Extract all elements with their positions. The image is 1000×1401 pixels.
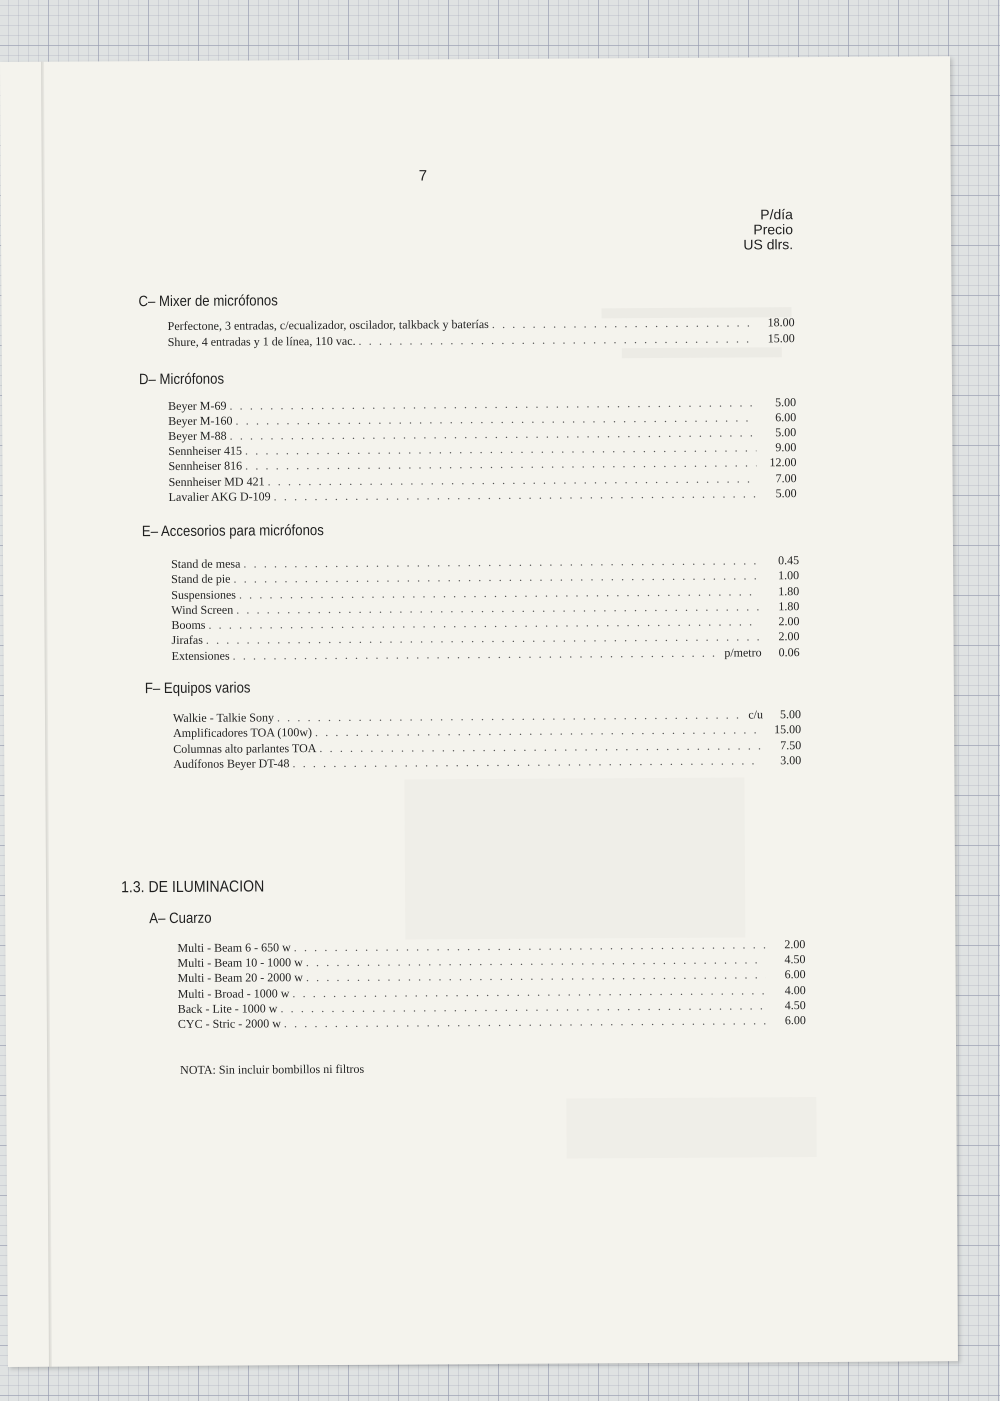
list-item — [169, 486, 797, 505]
leader-dots — [245, 455, 756, 473]
leader-dots — [315, 722, 761, 740]
item-name: Booms — [171, 617, 206, 632]
item-name: Beyer M-69 — [168, 398, 227, 413]
item-price: 7.00 — [775, 471, 797, 486]
leader-dots — [492, 315, 755, 332]
lighting-note: NOTA: Sin incluir bombillos ni filtros — [180, 1061, 365, 1077]
item-price: 0.06 — [778, 645, 800, 660]
item-name: Sennheiser 816 — [168, 458, 243, 473]
item-price: 5.00 — [775, 425, 797, 440]
section-heading-mixer: C– Mixer de micrófonos — [138, 292, 278, 311]
leader-dots — [284, 1013, 766, 1031]
item-name: Beyer M-160 — [168, 413, 233, 428]
item-price: 3.00 — [780, 753, 802, 768]
price-column-header — [743, 207, 793, 252]
section-heading-microfonos: D– Micrófonos — [138, 370, 225, 389]
item-price: 6.00 — [784, 1013, 806, 1028]
item-name: Back - Lite - 1000 w — [177, 1001, 278, 1016]
leader-dots — [233, 646, 723, 664]
item-name: Multi - Beam 20 - 2000 w — [177, 970, 303, 985]
leader-dots — [306, 967, 766, 985]
section-heading-cuarzo: A– Cuarzo — [149, 909, 212, 928]
item-price: 18.00 — [767, 315, 795, 330]
item-price: 12.00 — [769, 455, 797, 470]
leader-dots — [233, 568, 759, 586]
item-name: Jirafas — [171, 632, 203, 647]
item-unit: p/metro — [724, 645, 762, 660]
page-number: 7 — [418, 167, 428, 185]
item-name: Lavalier AKG D-109 — [168, 489, 271, 504]
item-name: CYC - Stric - 2000 w — [177, 1016, 281, 1031]
item-name: Audífonos Beyer DT-48 — [173, 756, 290, 771]
item-price: 5.00 — [775, 395, 797, 410]
leader-dots — [358, 331, 754, 348]
item-price: 2.00 — [784, 937, 806, 952]
list-equipos — [172, 707, 802, 771]
section-heading-iluminacion: 1.3. DE ILUMINACION — [120, 878, 265, 897]
item-name: Wind Screen — [171, 602, 234, 617]
item-price: 5.00 — [779, 707, 802, 722]
list-microfonos — [168, 395, 797, 504]
item-name: Multi - Beam 10 - 1000 w — [177, 955, 303, 970]
list-accesorios — [171, 553, 800, 663]
item-price: 6.00 — [784, 967, 806, 982]
item-name: Extensiones — [171, 648, 230, 663]
item-price: 15.00 — [774, 722, 802, 737]
item-name: Walkie - Talkie Sony — [172, 710, 275, 725]
item-price: 4.00 — [784, 983, 806, 998]
item-price: 2.00 — [778, 629, 800, 644]
list-item — [172, 645, 800, 664]
item-name: Amplificadores TOA (100w) — [173, 725, 313, 740]
item-price: 9.00 — [775, 440, 797, 455]
item-price: 6.00 — [775, 410, 797, 425]
item-price: 15.00 — [767, 331, 795, 346]
item-price: 1.80 — [778, 584, 800, 599]
list-item — [173, 753, 801, 772]
item-price: 1.00 — [778, 568, 800, 583]
document-page — [0, 56, 958, 1367]
list-mixer — [167, 315, 795, 349]
item-price: 2.00 — [778, 614, 800, 629]
item-price: 4.50 — [784, 952, 806, 967]
list-item — [178, 1013, 806, 1032]
item-name: Suspensiones — [171, 587, 236, 602]
item-price: 0.45 — [778, 553, 800, 568]
show-through — [0, 56, 950, 62]
section-heading-accesorios: E– Accesorios para micrófonos — [141, 522, 324, 541]
leader-dots — [292, 753, 761, 771]
item-name: Perfectone, 3 entradas, c/ecualizador, oscilador, talkback y baterías — [167, 317, 489, 333]
item-name: Stand de pie — [171, 571, 231, 586]
item-name: Beyer M-88 — [168, 428, 227, 443]
price-header-line-1: P/día — [760, 206, 793, 223]
item-unit: c/u — [748, 707, 764, 722]
item-price: 4.50 — [784, 998, 806, 1013]
item-price: 5.00 — [775, 486, 797, 501]
item-price: 1.80 — [778, 599, 800, 614]
item-name: Shure, 4 entradas y 1 de línea, 110 vac. — [167, 333, 356, 349]
item-name: Sennheiser 415 — [168, 443, 243, 458]
item-name: Multi - Broad - 1000 w — [177, 986, 290, 1001]
item-name: Multi - Beam 6 - 650 w — [177, 940, 291, 955]
page-fold — [41, 62, 52, 1367]
item-name: Stand de mesa — [171, 556, 241, 571]
item-price: 7.50 — [780, 738, 802, 753]
price-header-line-2: Precio — [753, 221, 794, 238]
item-name: Sennheiser MD 421 — [168, 474, 265, 489]
price-header-line-3: US dlrs. — [743, 236, 794, 253]
item-name: Columnas alto parlantes TOA — [173, 741, 317, 756]
section-heading-equipos: F– Equipos varios — [144, 679, 251, 698]
leader-dots — [274, 486, 757, 504]
